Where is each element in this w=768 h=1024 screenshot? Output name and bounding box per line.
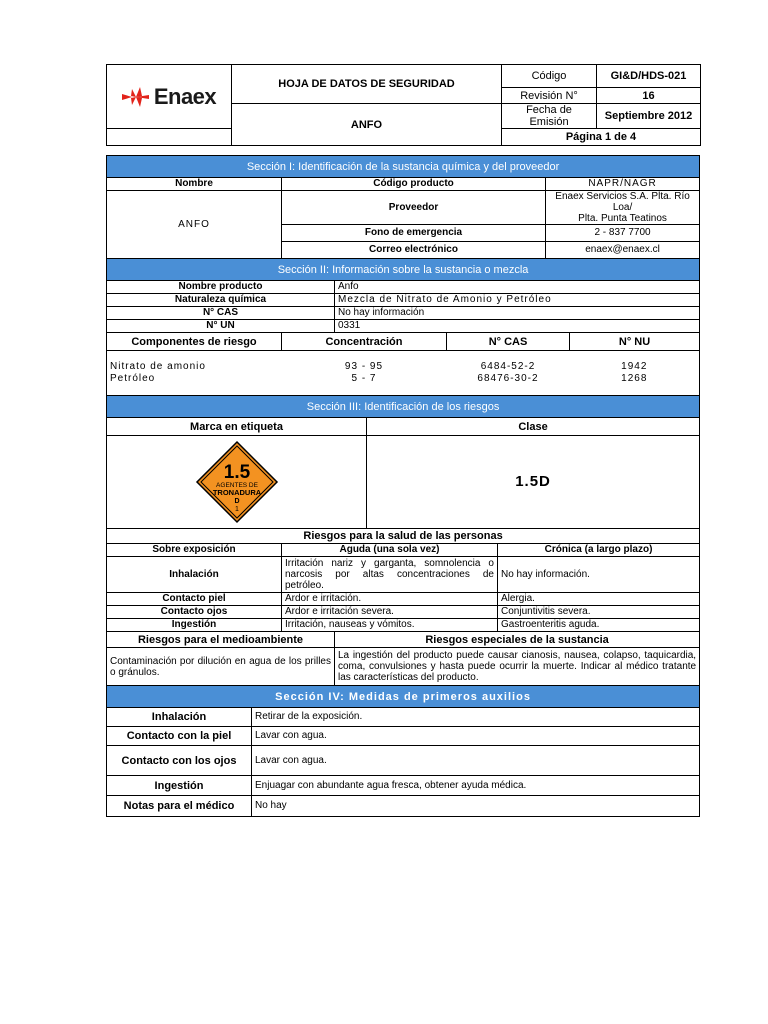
- aux-label: Inhalación: [107, 708, 252, 727]
- salud-row-aguda: Irritación nariz y garganta, somnolencia o narcosis por altas concentraciones de petróleo.: [282, 557, 498, 593]
- revision-label: Revisión N°: [502, 88, 597, 104]
- salud-row-cronica: No hay información.: [498, 557, 700, 593]
- nombre-value: ANFO: [107, 191, 282, 259]
- placard-cell: [107, 436, 367, 529]
- revision-value: 16: [597, 88, 701, 104]
- component-nu: 1268: [621, 373, 648, 384]
- medioambiente-value: Contaminación por dilución en agua de los prilles o gránulos.: [107, 648, 335, 686]
- aux-value: Lavar con agua.: [252, 727, 700, 746]
- salud-row-aguda: Ardor e irritación severa.: [282, 606, 498, 619]
- un-label: N° UN: [107, 320, 335, 333]
- fono-label: Fono de emergencia: [282, 225, 546, 242]
- components-cas: [447, 351, 570, 396]
- naturaleza-quimica-label: Naturaleza química: [107, 294, 335, 307]
- salud-row-aguda: Ardor e irritación.: [282, 593, 498, 606]
- correo-value: enaex@enaex.cl: [546, 242, 700, 259]
- component-concentration: 93 - 95: [344, 361, 384, 372]
- fecha-value: Septiembre 2012: [597, 104, 701, 129]
- components-concentrations: [282, 351, 447, 396]
- salud-row-cronica: Gastroenteritis aguda.: [498, 619, 700, 632]
- riesgos-especiales-label: Riesgos especiales de la sustancia: [335, 632, 700, 648]
- codigo-value: GI&D/HDS-021: [597, 65, 701, 88]
- aux-label: Ingestión: [107, 776, 252, 796]
- salud-row-cronica: Conjuntivitis severa.: [498, 606, 700, 619]
- sobre-exposicion-header: Sobre exposición: [107, 544, 282, 557]
- section-1-title: Sección I: Identificación de la sustancia química y del proveedor: [107, 156, 700, 178]
- aux-label: Contacto con la piel: [107, 727, 252, 746]
- component-cas: 68476-30-2: [477, 373, 539, 384]
- marca-etiqueta-label: Marca en etiqueta: [107, 418, 367, 436]
- aux-value: Lavar con agua.: [252, 746, 700, 776]
- component-cas: 6484-52-2: [480, 361, 536, 372]
- clase-value: 1.5D: [367, 436, 700, 529]
- logo-cell: [107, 65, 232, 129]
- placard-number: 1.5: [223, 462, 250, 483]
- document-title: HOJA DE DATOS DE SEGURIDAD: [232, 65, 502, 104]
- cas-value: No hay información: [335, 307, 700, 320]
- placard-letter: D: [233, 498, 240, 505]
- comp-header-nu: N° NU: [570, 333, 700, 351]
- clase-label: Clase: [367, 418, 700, 436]
- placard-line-2: TRONADURA: [212, 488, 261, 497]
- aux-label: Notas para el médico: [107, 796, 252, 817]
- section-4-title: Sección IV: Medidas de primeros auxilios: [107, 686, 700, 708]
- codigo-label: Código: [502, 65, 597, 88]
- salud-title: Riesgos para la salud de las personas: [107, 529, 700, 544]
- salud-row-label: Contacto piel: [107, 593, 282, 606]
- proveedor-label: Proveedor: [282, 191, 546, 225]
- correo-label: Correo electrónico: [282, 242, 546, 259]
- product-title: ANFO: [232, 104, 502, 146]
- document-header: [106, 64, 701, 146]
- salud-row-label: Inhalación: [107, 557, 282, 593]
- enaex-star-icon: [122, 86, 150, 108]
- proveedor-line-2: Plta. Punta Teatinos: [578, 213, 667, 224]
- components-names: [107, 351, 282, 396]
- naturaleza-quimica-value: Mezcla de Nitrato de Amonio y Petróleo: [335, 294, 700, 307]
- logo-text: Enaex: [153, 83, 217, 109]
- safety-data-table: [106, 155, 700, 817]
- nombre-producto-value: Anfo: [335, 281, 700, 294]
- fecha-label: Fecha de Emisión: [502, 104, 597, 129]
- component-name: Petróleo: [110, 373, 156, 384]
- aguda-header: Aguda (una sola vez): [282, 544, 498, 557]
- proveedor-value: [546, 191, 700, 225]
- fono-value: 2 - 837 7700: [546, 225, 700, 242]
- comp-header-cas: N° CAS: [447, 333, 570, 351]
- section-2-title: Sección II: Información sobre la sustancia o mezcla: [107, 259, 700, 281]
- salud-row-label: Contacto ojos: [107, 606, 282, 619]
- aux-value: No hay: [252, 796, 700, 817]
- aux-value: Retirar de la exposición.: [252, 708, 700, 727]
- comp-header-componentes: Componentes de riesgo: [107, 333, 282, 351]
- page-number: Página 1 de 4: [502, 129, 701, 146]
- riesgos-especiales-value: La ingestión del producto puede causar cianosis, nausea, colapso, taquicardia, coma, convulsiones y hasta puede ocurrir la muerte. Indicar al médico tratante las características del producto.: [335, 648, 700, 686]
- placard-line-1: AGENTES DE: [215, 482, 258, 489]
- un-value: 0331: [335, 320, 700, 333]
- nombre-producto-label: Nombre producto: [107, 281, 335, 294]
- aux-label: Contacto con los ojos: [107, 746, 252, 776]
- explosive-placard-icon: [195, 440, 279, 524]
- cas-label: N° CAS: [107, 307, 335, 320]
- component-name: Nitrato de amonio: [110, 361, 206, 372]
- medioambiente-label: Riesgos para el medioambiente: [107, 632, 335, 648]
- component-nu: 1942: [621, 361, 648, 372]
- proveedor-line-1: Enaex Servicios S.A. Plta. Río Loa/: [555, 191, 690, 213]
- section-3-title: Sección III: Identificación de los riesgos: [107, 396, 700, 418]
- codigo-producto-value: NAPR/NAGR: [546, 178, 700, 191]
- codigo-producto-label: Código producto: [282, 178, 546, 191]
- salud-row-aguda: Irritación, nauseas y vómitos.: [282, 619, 498, 632]
- component-concentration: 5 - 7: [351, 373, 377, 384]
- comp-header-concentracion: Concentración: [282, 333, 447, 351]
- enaex-logo: [110, 84, 228, 110]
- salud-row-label: Ingestión: [107, 619, 282, 632]
- salud-row-cronica: Alergia.: [498, 593, 700, 606]
- components-nu: [570, 351, 700, 396]
- placard-digit: 1: [234, 506, 239, 513]
- aux-value: Enjuagar con abundante agua fresca, obtener ayuda médica.: [252, 776, 700, 796]
- cronica-header: Crónica (a largo plazo): [498, 544, 700, 557]
- nombre-label: Nombre: [107, 178, 282, 191]
